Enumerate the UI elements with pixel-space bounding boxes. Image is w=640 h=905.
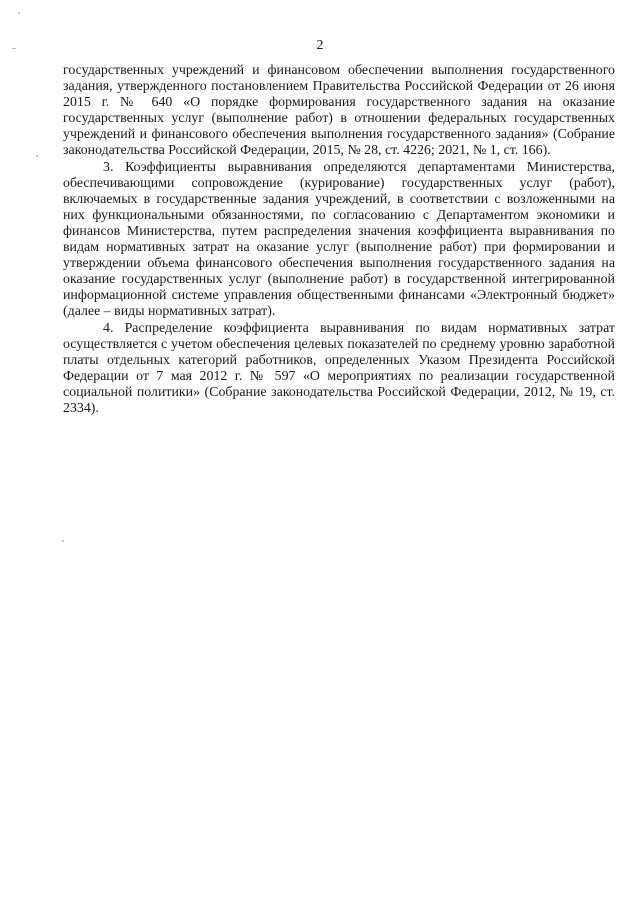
paragraph-continuation: государственных учреждений и финансовом обеспечении выполнения государственного задания, утвержденного постановлением Правительства Российской Федерации от 26 июня 2015 г. № 640 «О порядке формирования государственного задания на оказание государственных услуг (выполнение работ) в отношении федеральных государственных учреждений и финансового обеспечения выполнения государственного задания» (Собрание законодательства Российской Федерации, 2015, № 28, ст. 4226; 2021, № 1, ст. 166). <box>63 63 615 159</box>
scan-speck <box>12 48 16 49</box>
scan-speck <box>18 12 20 14</box>
scan-speck <box>62 540 64 542</box>
page-number: 2 <box>316 38 324 53</box>
scan-speck <box>36 155 38 157</box>
document-body <box>63 63 615 417</box>
paragraph-4: 4. Распределение коэффициента выравнивания по видам нормативных затрат осуществляется с учетом обеспечения целевых показателей по среднему уровню заработной платы отдельных категорий работников, определенных Указом Президента Российской Федерации от 7 мая 2012 г. № 597 «О мероприятиях по реализации государственной социальной политики» (Собрание законодательства Российской Федерации, 2012, № 19, ст. 2334). <box>63 320 615 416</box>
paragraph-3: 3. Коэффициенты выравнивания определяются департаментами Министерства, обеспечивающими сопровождение (курирование) государственных услуг (работ), включаемых в государственные задания учреждений, в соответствии с возложенными на них функциональными обязанностями, по согласованию с Департаментом экономики и финансов Министерства, путем распределения значения коэффициента выравнивания по видам нормативных затрат на оказание услуг (выполнение работ) при формировании и утверждении объема финансового обеспечения выполнения государственного задания на оказание государственных услуг (выполнение работ) в государственной интегрированной информационной системе управления общественными финансами «Электронный бюджет» (далее – виды нормативных затрат). <box>63 159 615 320</box>
